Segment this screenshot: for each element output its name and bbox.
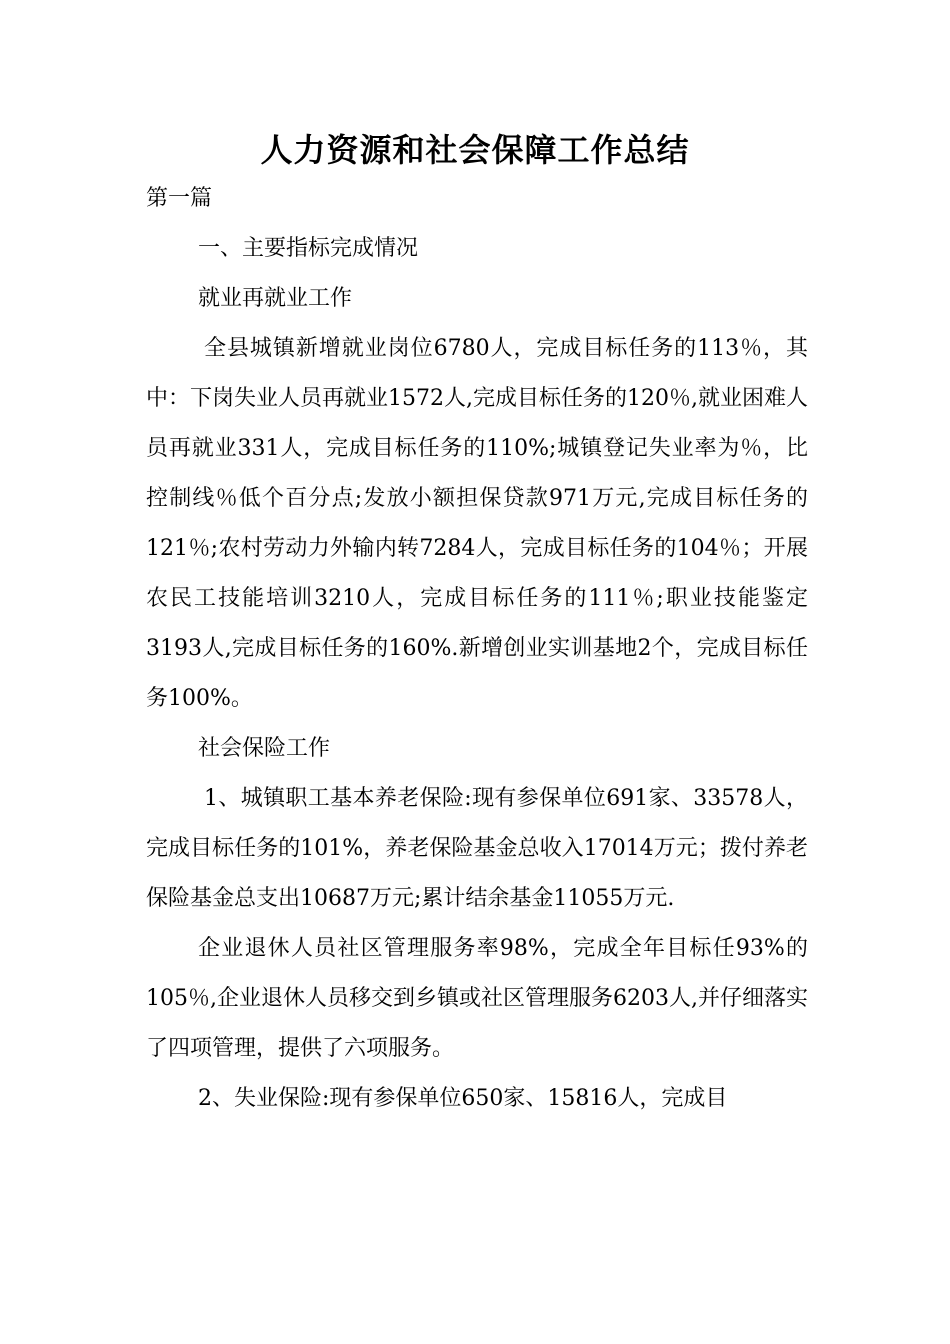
section-heading: 第一篇 [146,186,213,211]
body-paragraph: 1、城镇职工基本养老保险:现有参保单位691家、33578人，完成目标任务的101%，养老保险基金总收入17014万元；拨付养老保险基金总支出10687万元;累计结余基金11055万元. [146,786,808,911]
document-title: 人力资源和社会保障工作总结 [260,131,690,169]
subsection-heading: 一、主要指标完成情况 [198,236,419,261]
body-paragraph: 全县城镇新增就业岗位6780人，完成目标任务的113％，其中：下岗失业人员再就业1572人,完成目标任务的120％,就业困难人员再就业331人，完成目标任务的110%;城镇登记失业率为％，比控制线％低个百分点;发放小额担保贷款971万元,完成目标任务的121％;农村劳动力外输内转7284人，完成目标任务的104％；开展农民工技能培训3210人，完成目标任务的111％;职业技能鉴定3193人,完成目标任务的160%.新增创业实训基地2个，完成目标任务100%。 [146,336,808,711]
subsection-heading: 就业再就业工作 [198,286,353,311]
body-paragraph: 2、失业保险:现有参保单位650家、15816人，完成目 [198,1086,728,1111]
subsection-heading: 社会保险工作 [198,736,331,761]
body-paragraph: 企业退休人员社区管理服务率98%，完成全年目标任93%的105％,企业退休人员移交到乡镇或社区管理服务6203人,并仔细落实了四项管理，提供了六项服务。 [146,936,808,1061]
document-body [146,174,808,1124]
